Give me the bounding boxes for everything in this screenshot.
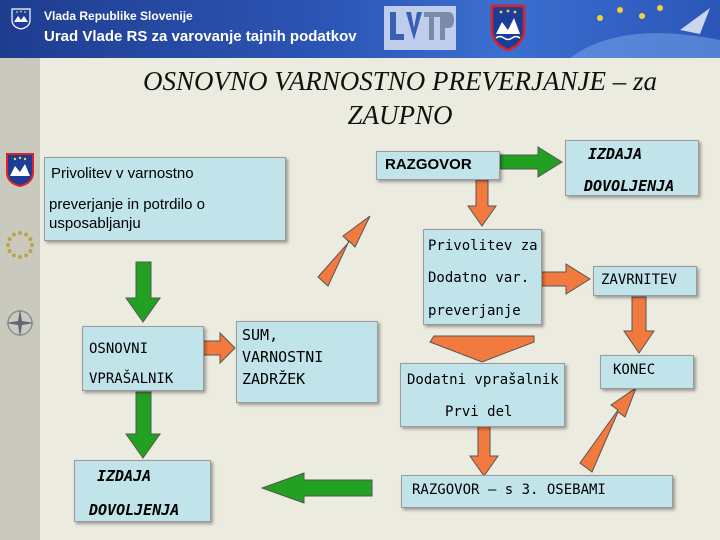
consent-box <box>44 157 286 241</box>
orange-arrow-to-zavrnitev <box>538 264 590 294</box>
privolitev-line3: preverjanje <box>428 303 521 319</box>
razgovor-label: RAZGOVOR <box>385 156 472 173</box>
sum-line2: VARNOSTNI <box>242 348 324 366</box>
sum-box <box>236 321 378 403</box>
privolitev-line1: Privolitev za <box>428 238 538 254</box>
orange-arrow-to-dodatni <box>430 336 534 362</box>
izdaja-top-line1: IZDAJA <box>588 145 643 163</box>
osnovni-line1: OSNOVNI <box>89 341 149 357</box>
green-arrow-consent-to-questionnaire <box>126 262 160 322</box>
izdaja-bottom-box <box>74 460 211 522</box>
privolitev-dodatno-box <box>423 229 542 325</box>
izdaja-top-box <box>565 140 699 196</box>
header-line1: Vlada Republike Slovenije <box>44 9 193 23</box>
privolitev-line2: Dodatno var. <box>428 270 530 286</box>
izdaja-bottom-line1: IZDAJA <box>97 467 152 485</box>
green-arrow-razgovor3-to-izdaja <box>262 473 372 503</box>
izdaja-top-line2: DOVOLJENJA <box>584 177 675 195</box>
konec-label: KONEC <box>613 362 656 378</box>
title-line1: OSNOVNO VARNOSTNO PREVERJANJE – za <box>143 66 657 96</box>
zavrnitev-label: ZAVRNITEV <box>601 272 677 288</box>
razgovor3-label: RAZGOVOR – s 3. OSEBAMI <box>412 482 606 498</box>
razgovor3-box <box>401 475 673 508</box>
razgovor-box <box>376 151 500 180</box>
sum-line1: SUM, <box>242 326 279 344</box>
green-arrow-questionnaire-to-izdaja <box>126 392 160 458</box>
dodatni-line1: Dodatni vprašalnik <box>407 372 559 388</box>
orange-arrow-questionnaire-to-sum <box>200 333 235 363</box>
sum-line3: ZADRŽEK <box>242 370 306 388</box>
consent-line3: usposabljanju <box>49 215 141 232</box>
orange-arrow-to-razgovor <box>318 216 370 286</box>
orange-arrow-to-razgovor3 <box>470 426 498 476</box>
orange-arrow-to-konec <box>624 297 654 353</box>
consent-line2: preverjanje in potrdilo o <box>49 196 205 213</box>
title-line2: ZAUPNO <box>347 100 453 130</box>
green-arrow-razgovor-to-izdaja <box>500 147 562 177</box>
konec-box <box>600 355 694 389</box>
orange-arrow-razgovor-down <box>468 180 496 226</box>
dodatni-box <box>400 363 565 427</box>
zavrnitev-box <box>593 266 697 296</box>
consent-line1: Privolitev v varnostno <box>51 165 194 182</box>
osnovni-line2: VPRAŠALNIK <box>89 371 174 387</box>
dodatni-line2: Prvi del <box>445 404 513 420</box>
header-line2: Urad Vlade RS za varovanje tajnih podatkov <box>44 28 357 45</box>
osnovni-box <box>82 326 204 391</box>
orange-arrow-to-konec-diagonal <box>580 388 636 472</box>
izdaja-bottom-line2: DOVOLJENJA <box>89 501 180 519</box>
